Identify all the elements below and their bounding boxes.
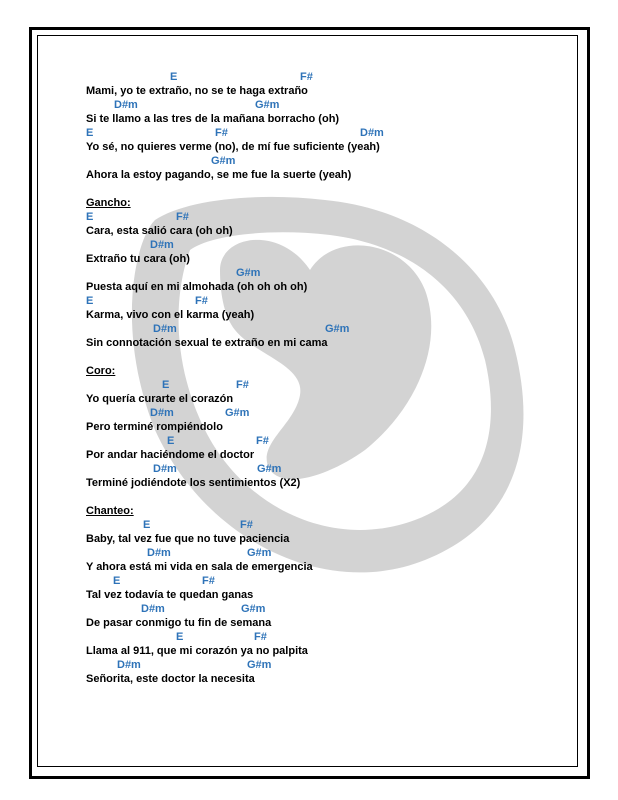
chord: D#m xyxy=(153,463,177,475)
chord-row xyxy=(86,294,556,308)
chord-row xyxy=(86,266,556,280)
chord-row xyxy=(86,658,556,672)
lyric-line: Terminé jodiéndote los sentimientos (X2) xyxy=(86,477,301,489)
lyric-line: Mami, yo te extraño, no se te haga extraño xyxy=(86,85,308,97)
chord: F# xyxy=(300,71,313,83)
chord: F# xyxy=(240,519,253,531)
lyric-line: Y ahora está mi vida en sala de emergencia xyxy=(86,561,313,573)
chord-row xyxy=(86,406,556,420)
chord-row xyxy=(86,602,556,616)
chord-row xyxy=(86,70,556,84)
lyric-line: Baby, tal vez fue que no tuve paciencia xyxy=(86,533,290,545)
chord-row xyxy=(86,98,556,112)
lyric-line: Yo quería curarte el corazón xyxy=(86,393,234,405)
chord: G#m xyxy=(255,99,280,111)
chord-row xyxy=(86,238,556,252)
chord-row xyxy=(86,630,556,644)
lyric-line: Yo sé, no quieres verme (no), de mí fue suficiente (yeah) xyxy=(86,141,380,153)
chord-row xyxy=(86,574,556,588)
chord: G#m xyxy=(211,155,236,167)
chord: E xyxy=(176,631,184,643)
chord: G#m xyxy=(241,603,266,615)
chord: F# xyxy=(256,435,269,447)
chord-row xyxy=(86,462,556,476)
chord-row xyxy=(86,434,556,448)
section-heading-chanteo: Chanteo: xyxy=(86,505,134,517)
chord: D#m xyxy=(150,239,174,251)
lyric-line: Por andar haciéndome el doctor xyxy=(86,449,255,461)
chord: E xyxy=(113,575,121,587)
lyric-line: Sin connotación sexual te extraño en mi cama xyxy=(86,337,328,349)
chord: F# xyxy=(195,295,208,307)
chord-row xyxy=(86,322,556,336)
chord: F# xyxy=(236,379,249,391)
chord: F# xyxy=(215,127,228,139)
lyric-line: Señorita, este doctor la necesita xyxy=(86,673,255,685)
chord: E xyxy=(86,211,94,223)
chord: E xyxy=(167,435,175,447)
section-spacer xyxy=(86,182,556,196)
chord-row xyxy=(86,518,556,532)
chord-row xyxy=(86,126,556,140)
chord-sheet xyxy=(86,70,556,686)
chord: D#m xyxy=(360,127,384,139)
chord-row xyxy=(86,210,556,224)
lyric-line: Tal vez todavía te quedan ganas xyxy=(86,589,254,601)
chord: G#m xyxy=(257,463,282,475)
section-heading-coro: Coro: xyxy=(86,365,116,377)
chord: D#m xyxy=(147,547,171,559)
chord: E xyxy=(143,519,151,531)
lyric-line: Ahora la estoy pagando, se me fue la suerte (yeah) xyxy=(86,169,352,181)
chord: G#m xyxy=(236,267,261,279)
chord: D#m xyxy=(153,323,177,335)
chord: F# xyxy=(176,211,189,223)
lyric-line: Cara, esta salió cara (oh oh) xyxy=(86,225,233,237)
section-spacer xyxy=(86,490,556,504)
section-spacer xyxy=(86,350,556,364)
chord: G#m xyxy=(325,323,350,335)
chord: E xyxy=(86,295,94,307)
chord: D#m xyxy=(150,407,174,419)
section-heading-gancho: Gancho: xyxy=(86,197,131,209)
chord: E xyxy=(170,71,178,83)
lyric-line: Extraño tu cara (oh) xyxy=(86,253,190,265)
chord: E xyxy=(86,127,94,139)
chord: G#m xyxy=(225,407,250,419)
chord: F# xyxy=(202,575,215,587)
lyric-line: Llama al 911, que mi corazón ya no palpita xyxy=(86,645,308,657)
lyric-line: Pero terminé rompiéndolo xyxy=(86,421,223,433)
chord: E xyxy=(162,379,170,391)
chord: D#m xyxy=(114,99,138,111)
chord: D#m xyxy=(117,659,141,671)
lyric-line: Karma, vivo con el karma (yeah) xyxy=(86,309,255,321)
chord: G#m xyxy=(247,547,272,559)
lyric-line: De pasar conmigo tu fin de semana xyxy=(86,617,272,629)
chord: G#m xyxy=(247,659,272,671)
chord-row xyxy=(86,546,556,560)
lyric-line: Si te llamo a las tres de la mañana borracho (oh) xyxy=(86,113,340,125)
chord-row xyxy=(86,154,556,168)
chord: F# xyxy=(254,631,267,643)
lyric-line: Puesta aquí en mi almohada (oh oh oh oh) xyxy=(86,281,308,293)
chord-row xyxy=(86,378,556,392)
chord: D#m xyxy=(141,603,165,615)
